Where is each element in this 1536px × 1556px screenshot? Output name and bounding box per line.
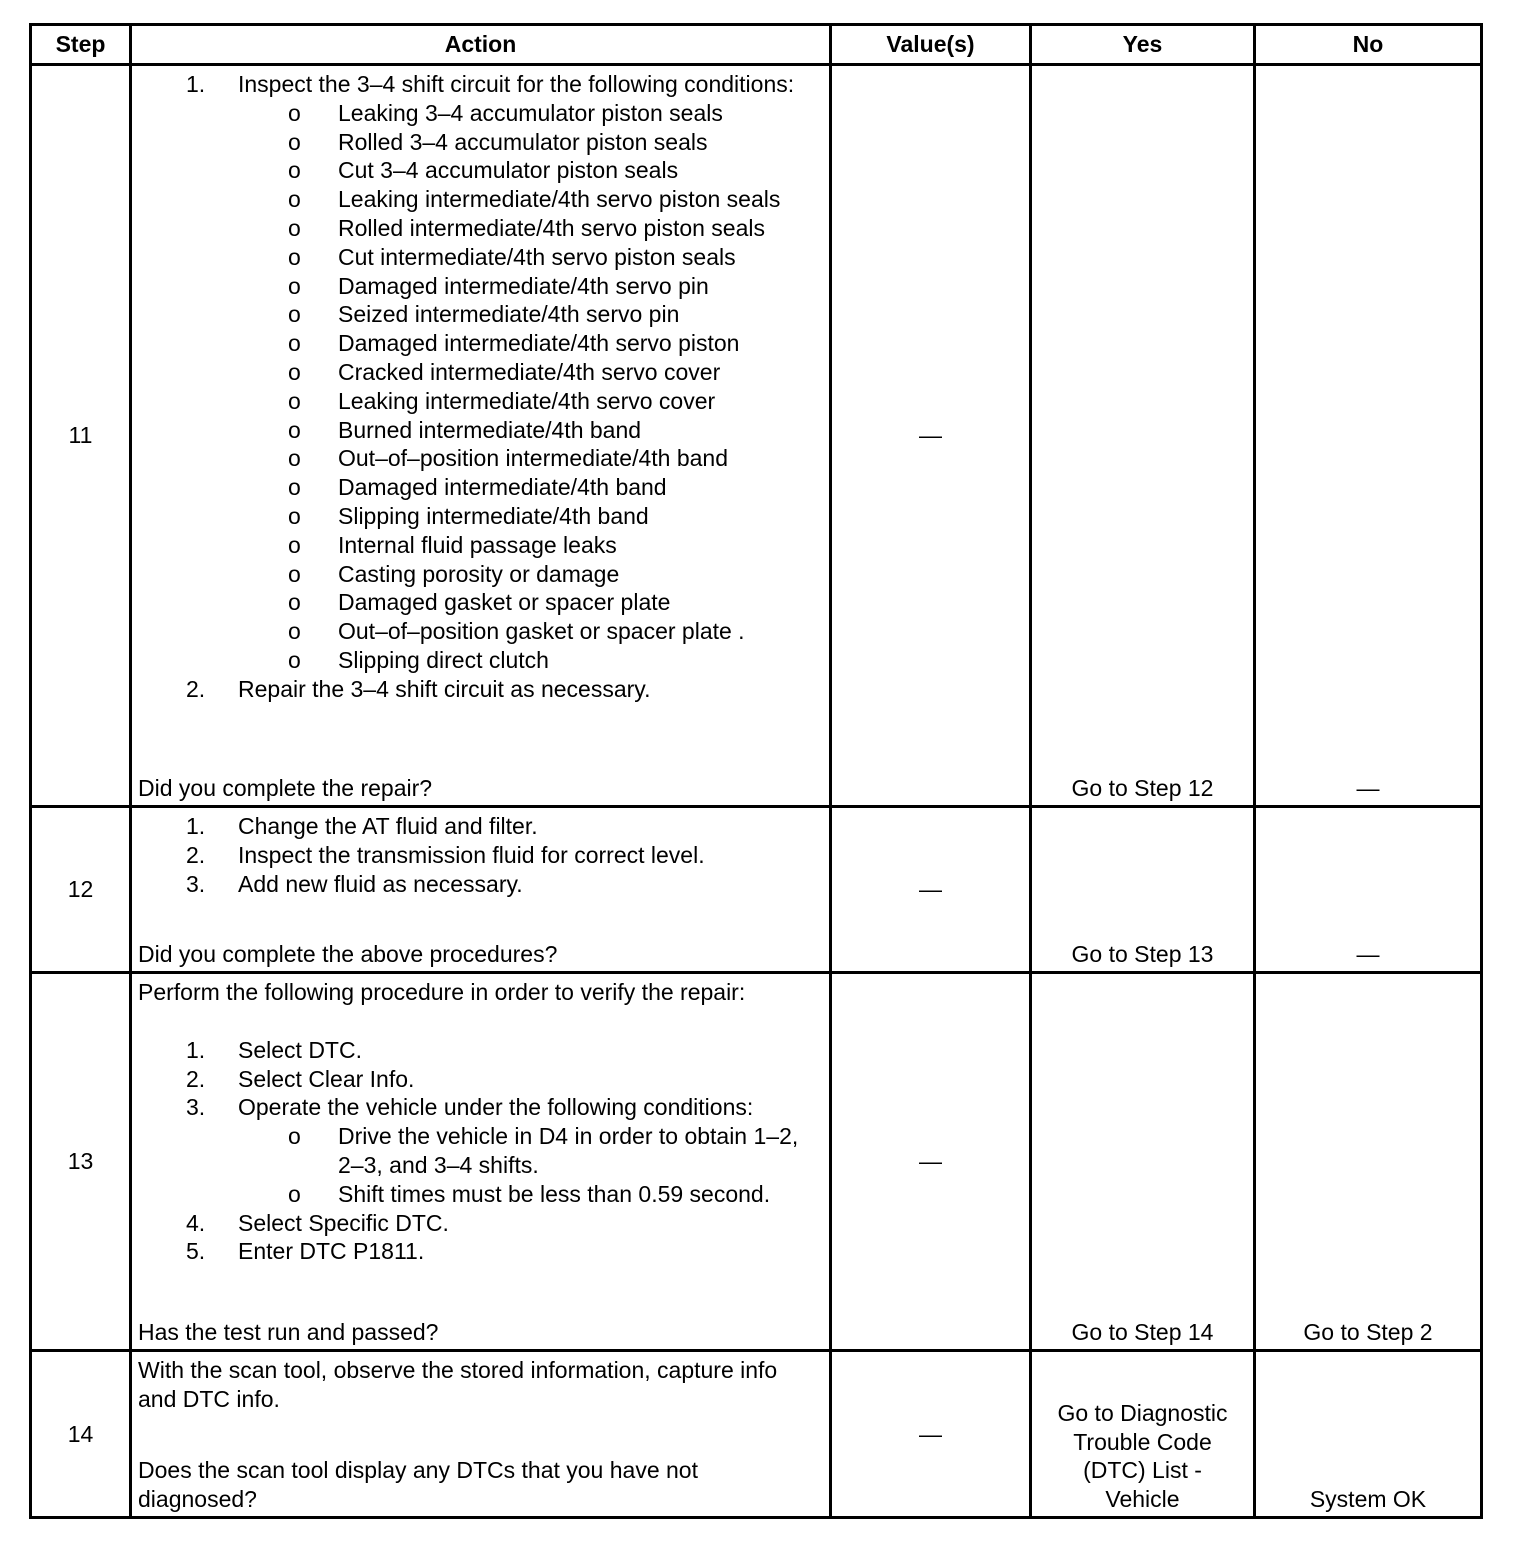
action-step — [138, 1065, 823, 1094]
no-cell: Go to Step 2 — [1255, 973, 1482, 1351]
step-item-number: 3. — [186, 870, 206, 897]
action-step — [138, 1209, 823, 1238]
condition-item: o Rolled 3–4 accumulator piston seals — [288, 128, 708, 155]
step-item-number: 2. — [186, 1065, 206, 1092]
circle-bullet-icon: o — [288, 214, 301, 241]
circle-bullet-icon: o — [288, 560, 301, 587]
value-cell: — — [831, 1351, 1031, 1518]
header-action: Action — [131, 25, 831, 65]
yes-cell: Go to Step 12 — [1031, 65, 1255, 807]
step-item-text: Add new fluid as necessary. — [238, 870, 523, 897]
step-number: 13 — [31, 973, 131, 1351]
action-steps — [138, 812, 823, 898]
condition-item: o Cut intermediate/4th servo piston seals — [288, 243, 736, 270]
circle-bullet-icon: o — [288, 99, 301, 126]
header-no: No — [1255, 25, 1482, 65]
circle-bullet-icon: o — [288, 272, 301, 299]
question-text: Did you complete the above procedures? — [138, 941, 558, 968]
step-item-text: Change the AT fluid and filter. — [238, 813, 538, 839]
condition-item: o Leaking 3–4 accumulator piston seals — [288, 99, 723, 126]
condition-item: o Damaged intermediate/4th band — [288, 474, 667, 501]
condition-item: o Rolled intermediate/4th servo piston seals — [288, 214, 766, 241]
circle-bullet-icon: o — [288, 618, 301, 645]
table-row — [31, 1351, 1482, 1518]
action-cell — [131, 807, 831, 973]
condition-list — [238, 1122, 823, 1208]
step-item-number: 1. — [186, 71, 206, 97]
condition-item: o Cracked intermediate/4th servo cover — [288, 358, 721, 385]
condition-item: o Shift times must be less than 0.59 second. — [288, 1180, 771, 1207]
action-step — [138, 870, 823, 899]
action-step — [138, 1036, 823, 1065]
yes-cell: Go to Diagnostic Trouble Code (DTC) List - Vehicle — [1031, 1351, 1255, 1518]
condition-item: o Slipping intermediate/4th band — [288, 502, 649, 529]
table-row — [31, 65, 1482, 807]
circle-bullet-icon: o — [288, 1180, 301, 1207]
circle-bullet-icon: o — [288, 330, 301, 357]
header-row — [31, 25, 1482, 65]
condition-item: o Damaged intermediate/4th servo pin — [288, 272, 709, 299]
condition-item: o Slipping direct clutch — [288, 646, 549, 673]
condition-item: o Out–of–position intermediate/4th band — [288, 445, 728, 472]
circle-bullet-icon: o — [288, 128, 301, 155]
condition-item: o Damaged intermediate/4th servo piston — [288, 330, 740, 357]
condition-item: o Damaged gasket or spacer plate — [288, 589, 671, 616]
no-cell: — — [1255, 65, 1482, 807]
step-item-number: 1. — [186, 813, 206, 839]
header-yes: Yes — [1031, 25, 1255, 65]
circle-bullet-icon: o — [288, 502, 301, 529]
header-step: Step — [31, 25, 131, 65]
action-step — [138, 1237, 823, 1266]
step-item-number: 2. — [186, 841, 206, 868]
value-cell: — — [831, 65, 1031, 807]
intro-text: With the scan tool, observe the stored information, capture info and DTC info. — [138, 1357, 778, 1412]
action-cell — [131, 973, 831, 1351]
circle-bullet-icon: o — [288, 387, 301, 414]
step-item-text: Enter DTC P1811. — [238, 1238, 425, 1265]
action-steps — [138, 1036, 823, 1266]
step-item-text: Select DTC. — [238, 1036, 362, 1063]
condition-item: o Cut 3–4 accumulator piston seals — [288, 157, 679, 184]
circle-bullet-icon: o — [288, 157, 301, 184]
step-item-number: 5. — [186, 1238, 206, 1265]
circle-bullet-icon: o — [288, 243, 301, 270]
circle-bullet-icon: o — [288, 646, 301, 673]
step-item-text: Select Specific DTC. — [238, 1209, 449, 1236]
action-step — [138, 841, 823, 870]
step-item-number: 3. — [186, 1094, 206, 1121]
condition-item: o Leaking intermediate/4th servo piston seals — [288, 186, 781, 213]
action-cell — [131, 1351, 831, 1518]
action-step — [138, 70, 823, 675]
question-text: Does the scan tool display any DTCs that you have not diagnosed? — [138, 1457, 698, 1513]
no-cell: — — [1255, 807, 1482, 973]
circle-bullet-icon: o — [288, 1123, 301, 1150]
circle-bullet-icon: o — [288, 186, 301, 213]
step-number: 12 — [31, 807, 131, 973]
circle-bullet-icon: o — [288, 531, 301, 558]
value-cell: — — [831, 973, 1031, 1351]
condition-item: o Seized intermediate/4th servo pin — [288, 301, 680, 328]
intro-text: Perform the following procedure in order to verify the repair: — [138, 979, 746, 1005]
circle-bullet-icon: o — [288, 416, 301, 443]
condition-item: o Burned intermediate/4th band — [288, 416, 642, 443]
action-cell — [131, 65, 831, 807]
step-number: 14 — [31, 1351, 131, 1518]
circle-bullet-icon: o — [288, 474, 301, 501]
question-text: Has the test run and passed? — [138, 1319, 439, 1346]
step-item-number: 1. — [186, 1036, 206, 1063]
step-item-text: Inspect the 3–4 shift circuit for the following conditions: — [238, 71, 795, 97]
step-item-text: Repair the 3–4 shift circuit as necessary. — [238, 675, 651, 702]
circle-bullet-icon: o — [288, 358, 301, 385]
action-step — [138, 812, 823, 841]
condition-item: o Drive the vehicle in D4 in order to obtain 1–2, 2–3, and 3–4 shifts. — [288, 1123, 799, 1178]
condition-item: o Leaking intermediate/4th servo cover — [288, 387, 716, 414]
question-text: Did you complete the repair? — [138, 775, 433, 802]
condition-item: o Out–of–position gasket or spacer plate . — [288, 618, 745, 645]
action-steps — [138, 70, 823, 704]
circle-bullet-icon: o — [288, 301, 301, 328]
step-item-text: Inspect the transmission fluid for correct level. — [238, 841, 705, 868]
condition-item: o Internal fluid passage leaks — [288, 531, 617, 558]
action-step — [138, 1093, 823, 1208]
yes-cell: Go to Step 13 — [1031, 807, 1255, 973]
table-row — [31, 973, 1482, 1351]
diagnostic-table — [29, 23, 1483, 1519]
condition-list — [238, 99, 823, 675]
step-item-number: 2. — [186, 675, 206, 702]
step-number: 11 — [31, 65, 131, 807]
circle-bullet-icon: o — [288, 445, 301, 472]
step-item-text: Select Clear Info. — [238, 1065, 415, 1092]
circle-bullet-icon: o — [288, 589, 301, 616]
table-row — [31, 807, 1482, 973]
yes-cell: Go to Step 14 — [1031, 973, 1255, 1351]
step-item-number: 4. — [186, 1209, 206, 1236]
action-step — [138, 675, 823, 704]
no-cell: System OK — [1255, 1351, 1482, 1518]
condition-item: o Casting porosity or damage — [288, 560, 620, 587]
header-values: Value(s) — [831, 25, 1031, 65]
value-cell: — — [831, 807, 1031, 973]
step-item-text: Operate the vehicle under the following conditions: — [238, 1094, 754, 1121]
